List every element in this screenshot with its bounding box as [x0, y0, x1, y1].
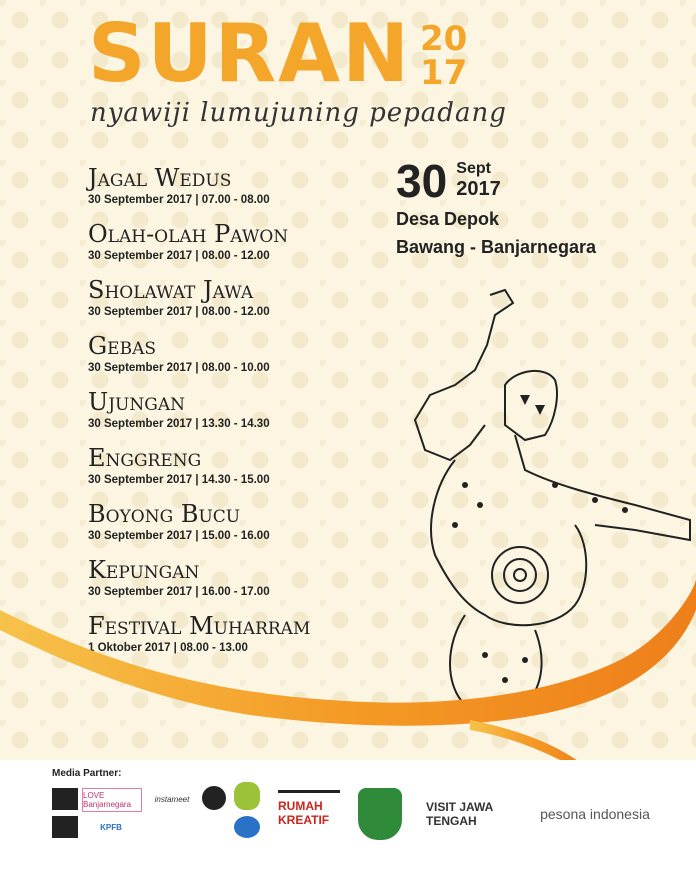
partner-logo-love: LOVE Banjarnegara: [82, 788, 142, 812]
event-time: 30 September 2017 | 13.30 - 14.30: [88, 418, 270, 430]
event-item: [88, 275, 388, 331]
orange-swoosh: [0, 560, 696, 780]
partner-logo-pesona-indonesia: pesona indonesia: [540, 806, 650, 822]
media-partners: [0, 760, 696, 869]
partner-logo-2: [52, 816, 78, 838]
event-item: [88, 163, 388, 219]
poster-tagline: nyawiji lumujuning pepadang: [90, 98, 507, 128]
event-date-location: [396, 155, 597, 260]
event-item: [88, 443, 388, 499]
partner-logo-blue: [234, 816, 260, 838]
event-name: Olah-olah Pawon: [88, 220, 289, 248]
event-time: 30 September 2017 | 15.00 - 16.00: [88, 530, 270, 542]
partner-logo-instameet: instameet: [154, 794, 190, 804]
date-month-year: [456, 158, 501, 200]
year-bottom: 17: [420, 53, 468, 93]
poster-year: [420, 19, 468, 93]
event-time: 30 September 2017 | 07.00 - 08.00: [88, 194, 270, 206]
event-time: 30 September 2017 | 08.00 - 12.00: [88, 250, 270, 262]
date-year: 2017: [456, 178, 501, 200]
event-name: Gebas: [88, 332, 156, 360]
location-line-1: Desa Depok: [396, 209, 500, 229]
event-name: Ujungan: [88, 388, 185, 416]
year-top: 20: [420, 19, 468, 59]
event-item: [88, 331, 388, 387]
event-name: Jagal Wedus: [88, 164, 232, 192]
partner-logo-green: [234, 782, 260, 810]
partner-logo-script: [150, 816, 194, 838]
partner-logo-1: [52, 788, 78, 810]
banjarnegara-crest: [358, 788, 402, 840]
event-item: [88, 219, 388, 275]
partners-label: Media Partner:: [52, 768, 122, 779]
event-time: 30 September 2017 | 08.00 - 12.00: [88, 306, 270, 318]
event-time: 30 September 2017 | 14.30 - 15.00: [88, 474, 270, 486]
event-time: 30 September 2017 | 16.00 - 17.00: [88, 586, 270, 598]
partner-logo-circle: [202, 786, 226, 810]
event-name: Boyong Bucu: [88, 500, 241, 528]
partner-logo-jawa-tengah: VISIT JAWA TENGAH: [426, 800, 493, 828]
partner-logo-kpfb: KPFB: [100, 822, 122, 832]
event-item: [88, 499, 388, 555]
date-day: 30: [396, 155, 448, 207]
partner-logo-rumah-kreatif: RUMAH KREATIF: [278, 790, 340, 833]
poster-title: SURAN: [88, 7, 412, 100]
event-time: 1 Oktober 2017 | 08.00 - 13.00: [88, 642, 248, 654]
event-name: Festival Muharram: [88, 612, 311, 640]
event-time: 30 September 2017 | 08.00 - 10.00: [88, 362, 270, 374]
event-name: Sholawat Jawa: [88, 276, 254, 304]
partner-logo-small: [202, 816, 228, 838]
date-month: Sept: [456, 160, 491, 177]
location-line-2: Bawang - Banjarnegara: [396, 237, 597, 257]
event-name: Enggreng: [88, 444, 202, 472]
event-name: Kepungan: [88, 556, 200, 584]
event-item: [88, 387, 388, 443]
